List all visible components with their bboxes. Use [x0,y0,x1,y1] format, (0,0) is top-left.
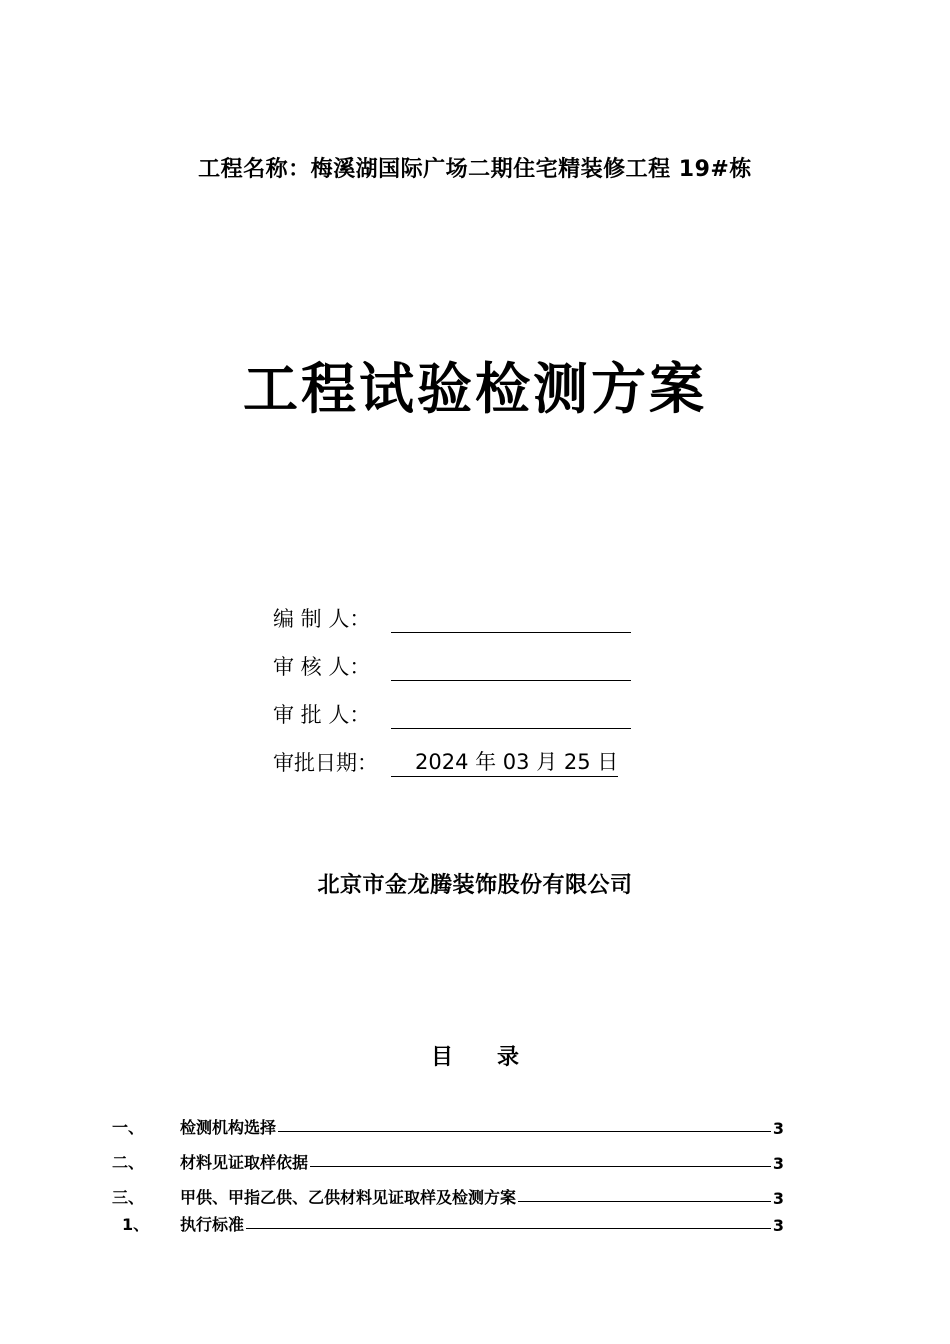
compiler-label: 编 制 人： [273,607,371,631]
toc-leader-line [518,1201,771,1202]
approver-label: 审 批 人： [273,703,371,727]
toc-leader-line [246,1228,771,1229]
toc-item-page: 3 [772,1189,784,1208]
signature-row-approver [273,699,631,729]
toc-item-text: 检测机构选择 [180,1118,277,1137]
toc-item-text: 材料见证取样依据 [180,1153,309,1172]
toc-item-number: 二、 [112,1153,145,1172]
document-title: 工程试验检测方案 [242,357,707,421]
toc-leader-line [278,1131,771,1132]
reviewer-signature-line [391,658,631,681]
toc-item-page: 3 [772,1216,784,1235]
toc-item[interactable] [112,1116,784,1138]
approval-date-value: 2024 年 03 月 25 日 [391,746,618,777]
toc-item-page: 3 [772,1119,784,1138]
toc-leader-line [310,1166,771,1167]
toc-item[interactable] [112,1151,784,1173]
project-name: 工程名称：梅溪湖国际广场二期住宅精装修工程 19#栋 [198,157,752,182]
toc-item-number: 三、 [112,1188,145,1207]
toc-item-number: 一、 [112,1118,145,1137]
toc-item-page: 3 [772,1154,784,1173]
compiler-signature-line [391,610,631,633]
approval-date-label: 审批日期： [273,751,378,775]
approval-date-row [273,747,618,777]
company-name: 北京市金龙腾装饰股份有限公司 [317,873,633,898]
toc-item-text: 执行标准 [180,1215,245,1234]
toc-item-text: 甲供、甲指乙供、乙供材料见证取样及检测方案 [180,1188,517,1207]
toc-item[interactable] [112,1213,784,1235]
toc-title-char-2: 录 [497,1045,520,1070]
signature-row-reviewer [273,651,631,681]
signature-row-compiler [273,603,631,633]
toc-title-char-1: 目 [430,1045,453,1070]
toc-item-number: 1、 [122,1215,150,1234]
toc-title [0,1040,950,1071]
reviewer-label: 审 核 人： [273,655,371,679]
approver-signature-line [391,706,631,729]
toc-item[interactable] [112,1186,784,1208]
